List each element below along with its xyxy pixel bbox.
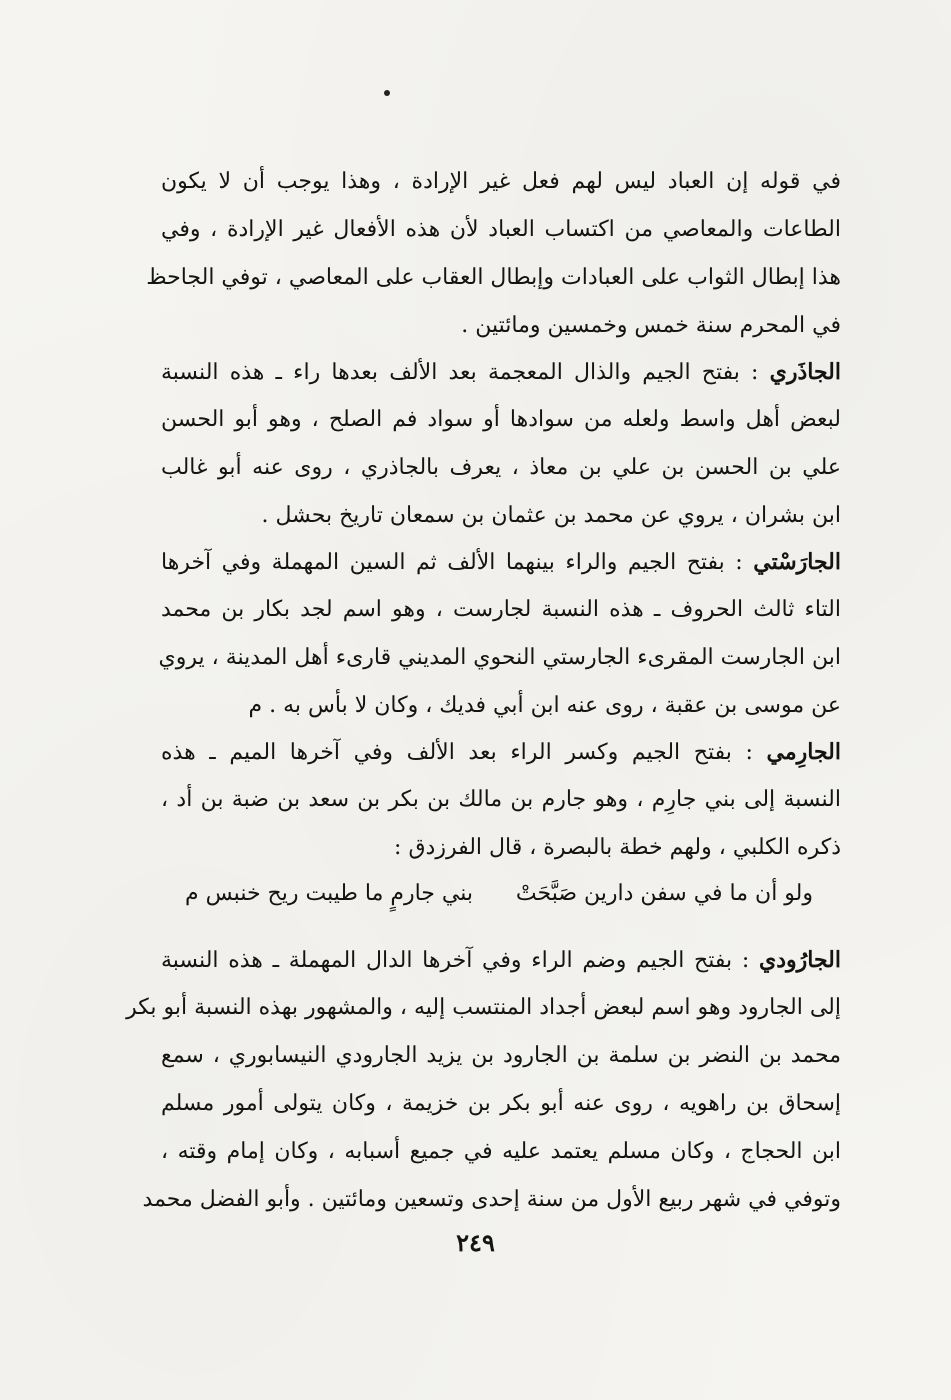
text-line: الطاعات والمعاصي من اكتساب العباد لأن هذه الأفعال غير الإرادة ، وفي: [161, 217, 841, 242]
text-line: في قوله إن العباد ليس لهم فعل غير الإرادة ، وهذا يوجب أن لا يكون: [161, 169, 841, 194]
text-line: ابن بشران ، يروي عن محمد بن عثمان بن سمعان تاريخ بحشل .: [261, 503, 841, 528]
entry-heading: الجارَسْتي: [753, 549, 841, 575]
text-line: في المحرم سنة خمس وخمسين ومائتين .: [461, 313, 841, 338]
text-line: عن موسى بن عقبة ، روى عنه ابن أبي فديك ، وكان لا بأس به . م: [248, 693, 841, 718]
entry-first-line: [161, 736, 841, 769]
text-line: النسبة إلى بني جارِم ، وهو جارم بن مالك بن بكر بن سعد بن ضبة بن أد ،: [161, 787, 841, 812]
text-line: التاء ثالث الحروف ـ هذه النسبة لجارست ، وهو اسم لجد بكار بن محمد: [161, 597, 841, 622]
entry-first-line: [161, 546, 841, 579]
entry-heading: الجارِمي: [766, 739, 841, 765]
text-line: إسحاق بن راهويه ، روى عنه أبو بكر بن خزيمة ، وكان يتولى أمور مسلم: [161, 1091, 841, 1116]
text-line: إلى الجارود وهو اسم لبعض أجداد المنتسب إليه ، والمشهور بهذه النسبة أبو بكر: [126, 995, 841, 1020]
verse-first-hemistich: ولو أن ما في سفن دارين صَبَّحَتْ: [515, 881, 813, 906]
text-line: هذا إبطال الثواب على العبادات وإبطال العقاب على المعاصي ، توفي الجاحظ: [146, 265, 841, 290]
text-line: ابن الحجاج ، وكان مسلم يعتمد عليه في جميع أسبابه ، وكان إمام وقته ،: [161, 1139, 841, 1164]
text-line: علي بن الحسن بن علي بن معاذ ، يعرف بالجاذري ، روى عنه أبو غالب: [161, 455, 841, 480]
entry-heading: الجارُودي: [759, 947, 841, 973]
entry-text: : بفتح الجيم وضم الراء وفي آخرها الدال المهملة ـ هذه النسبة: [161, 948, 750, 973]
verse-second-hemistich: بني جارمٍ ما طيبت ريح خنبس م: [185, 881, 473, 906]
text-line: محمد بن النضر بن سلمة بن الجارود بن يزيد الجارودي النيسابوري ، سمع: [161, 1043, 841, 1068]
text-line: لبعض أهل واسط ولعله من سوادها أو سواد فم الصلح ، وهو أبو الحسن: [161, 407, 841, 432]
entry-text: : بفتح الجيم والذال المعجمة بعد الألف بعدها راء ـ هذه النسبة: [161, 360, 759, 385]
text-line: ذكره الكلبي ، ولهم خطة بالبصرة ، قال الفرزدق :: [394, 835, 841, 860]
text-line: وتوفي في شهر ربيع الأول من سنة إحدى وتسعين ومائتين . وأبو الفضل محمد: [142, 1187, 841, 1212]
entry-heading: الجاذَري: [769, 359, 841, 385]
entry-first-line: [161, 356, 841, 389]
text-line: ابن الجارست المقرىء الجارستي النحوي المديني قارىء أهل المدينة ، يروي: [158, 645, 841, 670]
ink-dot: [384, 90, 390, 96]
entry-first-line: [161, 944, 841, 977]
page-number: ٢٤٩: [456, 1228, 495, 1257]
entry-text: : بفتح الجيم والراء بينهما الألف ثم السين المهملة وفي آخرها: [161, 550, 743, 575]
entry-text: : بفتح الجيم وكسر الراء بعد الألف وفي آخرها الميم ـ هذه: [161, 740, 753, 765]
